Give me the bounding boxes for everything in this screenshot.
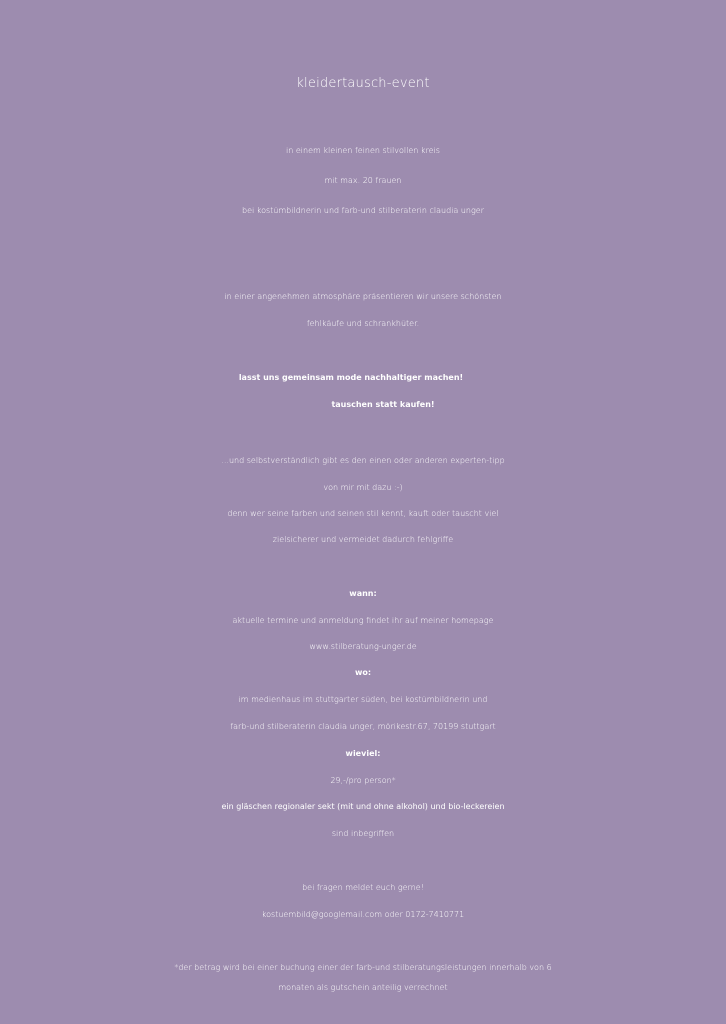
where-line-1: im medienhaus im stuttgarter süden, bei kostümbildnerin und: [238, 695, 488, 704]
paragraph2-line-4: zielsicherer und vermeidet dadurch fehlgriffe: [272, 535, 454, 544]
paragraph2-line-1: ...und selbstverständlich gibt es den einen oder anderen experten-tipp: [221, 456, 505, 465]
paragraph2-line-3: denn wer seine farben und seinen stil kennt, kauft oder tauscht viel: [227, 509, 499, 518]
slogan-line-1: lasst uns gemeinsam mode nachhaltiger machen!: [238, 373, 464, 382]
footnote-line-1: *der betrag wird bei einer buchung einer der farb-und stilberatungsleistungen innerhalb von 6: [174, 963, 552, 972]
slogan-line-2: tauschen statt kaufen!: [331, 400, 435, 409]
website-link[interactable]: www.stilberatung-unger.de: [309, 642, 417, 651]
intro-line-1: in einem kleinen feinen stilvollen kreis: [286, 146, 440, 155]
event-title: kleidertausch-event: [296, 76, 430, 91]
contact-line-2[interactable]: kostuembild@googlemail.com oder 0172-7410771: [261, 910, 465, 919]
where-line-2: farb-und stilberaterin claudia unger, mörikestr.67, 70199 stuttgart: [230, 722, 496, 731]
paragraph2-line-2: von mir mit dazu :-): [323, 483, 403, 492]
intro-line-2: mit max. 20 frauen: [324, 176, 402, 185]
price-amount: 29,-/pro person*: [330, 776, 396, 785]
paragraph1-line-1: in einer angenehmen atmosphäre präsentieren wir unsere schönsten: [224, 292, 502, 301]
when-label: wann:: [349, 589, 377, 598]
price-label: wieviel:: [345, 749, 381, 758]
contact-line-1: bei fragen meldet euch gerne!: [302, 883, 424, 892]
when-line-1: aktuelle termine und anmeldung findet ihr auf meiner homepage: [232, 616, 494, 625]
footnote-line-2: monaten als gutschein anteilig verrechnet: [278, 983, 448, 992]
where-label: wo:: [354, 668, 372, 677]
price-included-line-1: ein gläschen regionaler sekt (mit und ohne alkohol) und bio-leckereien: [221, 802, 505, 811]
intro-line-3: bei kostümbildnerin und farb-und stilberaterin claudia unger: [241, 206, 484, 215]
paragraph1-line-2: fehlkäufe und schrankhüter.: [306, 319, 420, 328]
price-included-line-2: sind inbegriffen: [331, 829, 395, 838]
